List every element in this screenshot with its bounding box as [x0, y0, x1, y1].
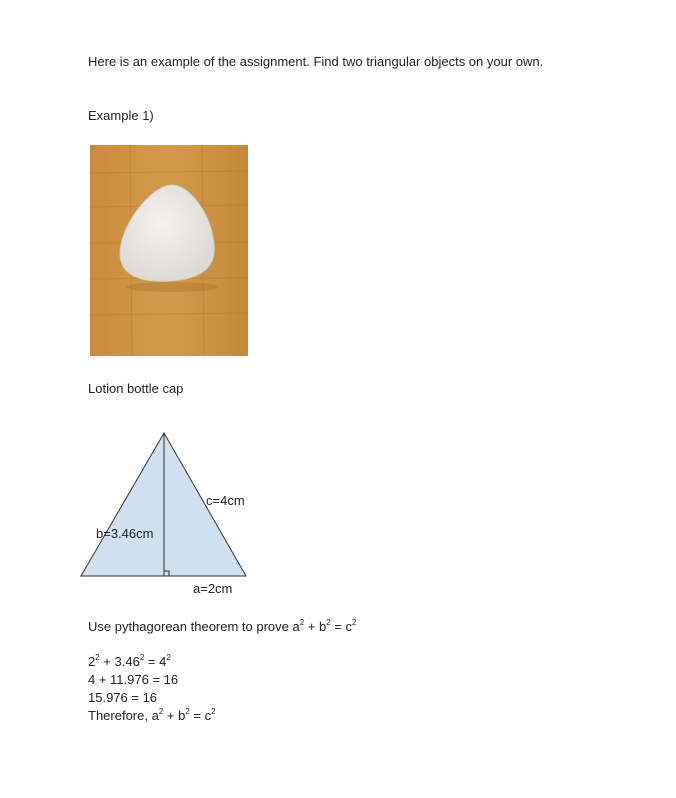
- triangle-diagram: [76, 428, 260, 600]
- theorem-statement: Use pythagorean theorem to prove $a^2 + b^2 = c^2$: [88, 617, 357, 634]
- intro-text: Here is an example of the assignment. Find two triangular objects on your own.: [88, 54, 544, 69]
- example-heading: Example 1): [88, 108, 154, 123]
- work-line-2: 4 + 11.976 = 16: [88, 672, 179, 687]
- work-conclusion: Therefore, $a^2 + b^2 = c^2$: [88, 706, 216, 723]
- work-line-1: $2^2 + 3.46^2 = 4^2$: [88, 652, 171, 669]
- label-c: c=4cm: [206, 493, 245, 508]
- label-b: b=3.46cm: [96, 526, 154, 541]
- work-line-3: 15.976 = 16: [88, 690, 158, 705]
- lotion-cap-photo: [90, 145, 248, 356]
- label-a: a=2cm: [193, 581, 233, 596]
- object-caption: Lotion bottle cap: [88, 381, 184, 396]
